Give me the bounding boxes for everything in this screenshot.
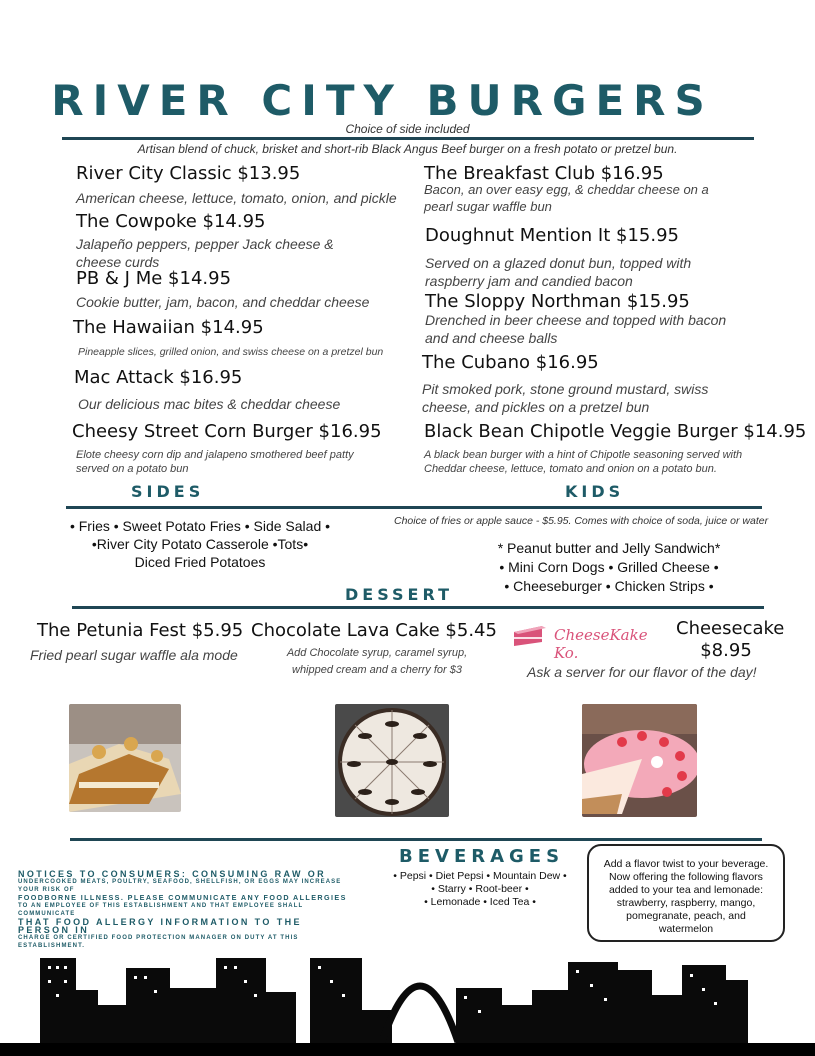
kids-line: • Mini Corn Dogs • Grilled Cheese •: [499, 559, 719, 575]
beverages-heading: BEVERAGES: [399, 846, 565, 867]
burger-desc: Our delicious mac bites & cheddar cheese: [78, 396, 341, 412]
dessert-name: Cheesecake $8.95: [676, 618, 785, 661]
burger-name: Black Bean Chipotle Veggie Burger $14.95: [424, 421, 807, 442]
dessert-heading: DESSERT: [345, 585, 453, 604]
notice-line: FOODBORNE ILLNESS. PLEASE COMMUNICATE ANY FOOD ALLERGIES: [18, 893, 347, 902]
notice-line: NOTICES TO CONSUMERS: CONSUMING RAW OR: [18, 869, 327, 879]
consumer-notice: [18, 870, 358, 950]
dessert-name: The Petunia Fest $5.95: [37, 620, 244, 641]
burger-desc: Drenched in beer cheese and topped with bacon and and cheese balls: [425, 312, 727, 346]
burger-desc: A black bean burger with a hint of Chipotle seasoning served with Cheddar cheese, lettuce, tomato and onion on a potato bun.: [424, 449, 743, 475]
burger-name: Mac Attack $16.95: [74, 367, 243, 388]
notice-line: THAT FOOD ALLERGY INFORMATION TO THE PERSON IN: [18, 917, 302, 935]
dessert-desc: Fried pearl sugar waffle ala mode: [30, 647, 238, 663]
flavor-text: Add a flavor twist to your beverage. Now offering the following flavors added to your tea and lemonade: strawberry, raspberry, mango, pomegranate, peach, and watermelon: [603, 858, 769, 935]
sides-heading: SIDES: [131, 482, 205, 501]
burger-desc: Pit smoked pork, stone ground mustard, swiss cheese, and pickles on a pretzel bun: [422, 381, 709, 415]
notice-line: TO AN EMPLOYEE OF THIS ESTABLISHMENT AND THAT EMPLOYEE SHALL COMMUNICATE: [18, 903, 304, 917]
dessert-name: Chocolate Lava Cake $5.45: [251, 620, 497, 641]
sides-rule: [66, 506, 762, 509]
header-tagline: Artisan blend of chuck, brisket and short-rib Black Angus Beef burger on a fresh potato or pretzel bun.: [137, 142, 678, 156]
beverage-line: • Pepsi • Diet Pepsi • Mountain Dew •: [393, 870, 567, 882]
dessert-rule: [72, 606, 764, 609]
kids-line: • Cheeseburger • Chicken Strips •: [504, 578, 714, 594]
burger-name: PB & J Me $14.95: [76, 268, 232, 289]
burger-name: The Hawaiian $14.95: [73, 317, 264, 338]
notice-line: UNDERCOOKED MEATS, POULTRY, SEAFOOD, SHELLFISH, OR EGGS MAY INCREASE YOUR RISK OF: [18, 879, 342, 893]
dessert-desc: Add Chocolate syrup, caramel syrup, whipped cream and a cherry for $3: [286, 647, 468, 676]
header-subtitle: Choice of side included: [345, 122, 470, 136]
burger-name: Cheesy Street Corn Burger $16.95: [72, 421, 382, 442]
menu-title: RIVER CITY BURGERS: [51, 76, 714, 125]
burger-name: The Cubano $16.95: [422, 352, 599, 373]
sides-line: •River City Potato Casserole •Tots•: [91, 536, 309, 552]
burger-desc: Pineapple slices, grilled onion, and swiss cheese on a pretzel bun: [78, 346, 384, 358]
burger-desc: Jalapeño peppers, pepper Jack cheese & cheese curds: [76, 236, 334, 270]
burger-desc: Elote cheesy corn dip and jalapeno smothered beef patty served on a potato bun: [76, 449, 354, 475]
city-skyline-graphic: [0, 950, 815, 1056]
sides-line: • Fries • Sweet Potato Fries • Side Salad •: [69, 518, 331, 534]
cheesecake-photo: [582, 704, 697, 817]
kids-heading: KIDS: [565, 482, 625, 501]
beverage-line: • Lemonade • Iced Tea •: [424, 896, 536, 908]
flavor-twist-box: [587, 844, 785, 942]
kids-note: Choice of fries or apple sauce - $5.95. Comes with choice of soda, juice or water: [394, 515, 769, 527]
burger-desc: Bacon, an over easy egg, & cheddar cheese on a pearl sugar waffle bun: [424, 182, 709, 214]
petunia-fest-photo: [69, 704, 181, 812]
notice-line: CHARGE OR CERTIFIED FOOD PROTECTION MANAGER ON DUTY AT THIS ESTABLISHMENT.: [18, 935, 299, 949]
burger-desc: Served on a glazed donut bun, topped with raspberry jam and candied bacon: [425, 255, 692, 289]
dessert-desc: Ask a server for our flavor of the day!: [527, 664, 757, 680]
chocolate-lava-cake-photo: [335, 704, 449, 817]
burger-desc: American cheese, lettuce, tomato, onion, and pickle: [76, 190, 397, 206]
bottom-rule: [70, 838, 762, 841]
burger-name: The Breakfast Club $16.95: [424, 163, 664, 184]
cheesekake-logo: [512, 622, 672, 662]
burger-name: River City Classic $13.95: [76, 163, 301, 184]
burger-desc: Cookie butter, jam, bacon, and cheddar cheese: [76, 294, 370, 310]
header-rule: [62, 137, 754, 140]
burger-name: The Sloppy Northman $15.95: [425, 291, 690, 312]
logo-text: CheeseKake Ko.: [554, 626, 648, 662]
beverage-line: • Starry • Root-beer •: [431, 883, 529, 895]
kids-line: * Peanut butter and Jelly Sandwich*: [497, 540, 721, 556]
burger-name: The Cowpoke $14.95: [76, 211, 266, 232]
burger-name: Doughnut Mention It $15.95: [425, 225, 679, 246]
sides-line: Diced Fried Potatoes: [134, 554, 266, 570]
